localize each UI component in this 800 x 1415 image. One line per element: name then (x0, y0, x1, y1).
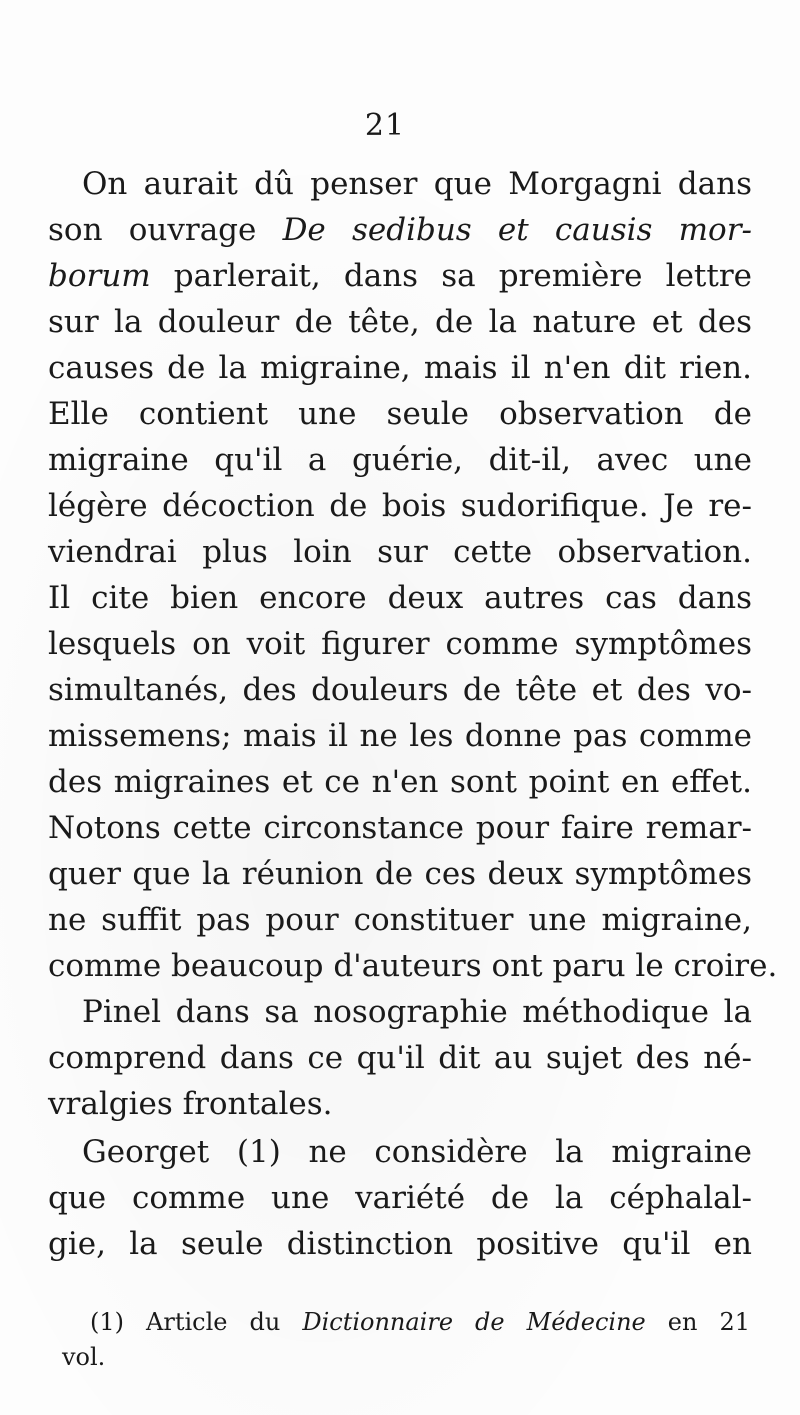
text-line-2 (48, 208, 752, 252)
text-line-4: sur la douleur de tête, de la nature et des (48, 304, 752, 340)
text-line-19: Pinel dans sa nosographie méthodique la (82, 994, 752, 1030)
text-line-15: Notons cette circonstance pour faire remar- (48, 810, 752, 846)
text-line-11: lesquels on voit figurer comme symptômes (48, 626, 752, 662)
text-line-13: missemens; mais il ne les donne pas comme (48, 718, 752, 754)
text-line-24: gie, la seule distinction positive qu'il en (48, 1226, 752, 1262)
text-line-8: légère décoction de bois sudorifique. Je re- (48, 488, 752, 524)
text-line-7: migraine qu'il a guérie, dit-il, avec une (48, 442, 752, 478)
text-line-17: ne suffit pas pour constituer une migraine, (48, 902, 752, 938)
text-line-14: des migraines et ce n'en sont point en effet. (48, 764, 752, 800)
text-line-3-roman: parlerait, dans sa première lettre (150, 258, 752, 294)
text-line-10: Il cite bien encore deux autres cas dans (48, 580, 752, 616)
text-line-5: causes de la migraine, mais il n'en dit rien. (48, 350, 752, 386)
footnote-prefix: (1) Article du (90, 1308, 303, 1336)
text-line-9: viendrai plus loin sur cette observation. (48, 534, 752, 570)
page-number: 21 (364, 108, 406, 143)
text-line-3-italic: borum (48, 258, 151, 294)
text-line-1: On aurait dû penser que Morgagni dans (82, 166, 752, 202)
text-line-3 (48, 254, 752, 298)
text-line-6: Elle contient une seule observation de (48, 396, 752, 432)
text-line-12: simultanés, des douleurs de tête et des vo- (48, 672, 752, 708)
text-line-18: comme beaucoup d'auteurs ont paru le croire. (48, 948, 778, 984)
text-line-22: Georget (1) ne considère la migraine (82, 1134, 752, 1170)
text-line-2-italic: De sedibus et causis mor- (282, 212, 752, 248)
text-line-20: comprend dans ce qu'il dit au sujet des né- (48, 1040, 752, 1076)
text-line-21: vralgies frontales. (48, 1086, 333, 1122)
text-line-2-roman: son ouvrage (48, 212, 283, 248)
text-line-23: que comme une variété de la céphalal- (48, 1180, 752, 1216)
footnote-line-1 (90, 1305, 750, 1339)
text-line-16: quer que la réunion de ces deux symptômes (48, 856, 752, 892)
footnote-line-2: vol. (62, 1343, 106, 1371)
footnote-italic: Dictionnaire de Médecine (302, 1308, 646, 1336)
footnote-suffix: en 21 (645, 1308, 750, 1336)
